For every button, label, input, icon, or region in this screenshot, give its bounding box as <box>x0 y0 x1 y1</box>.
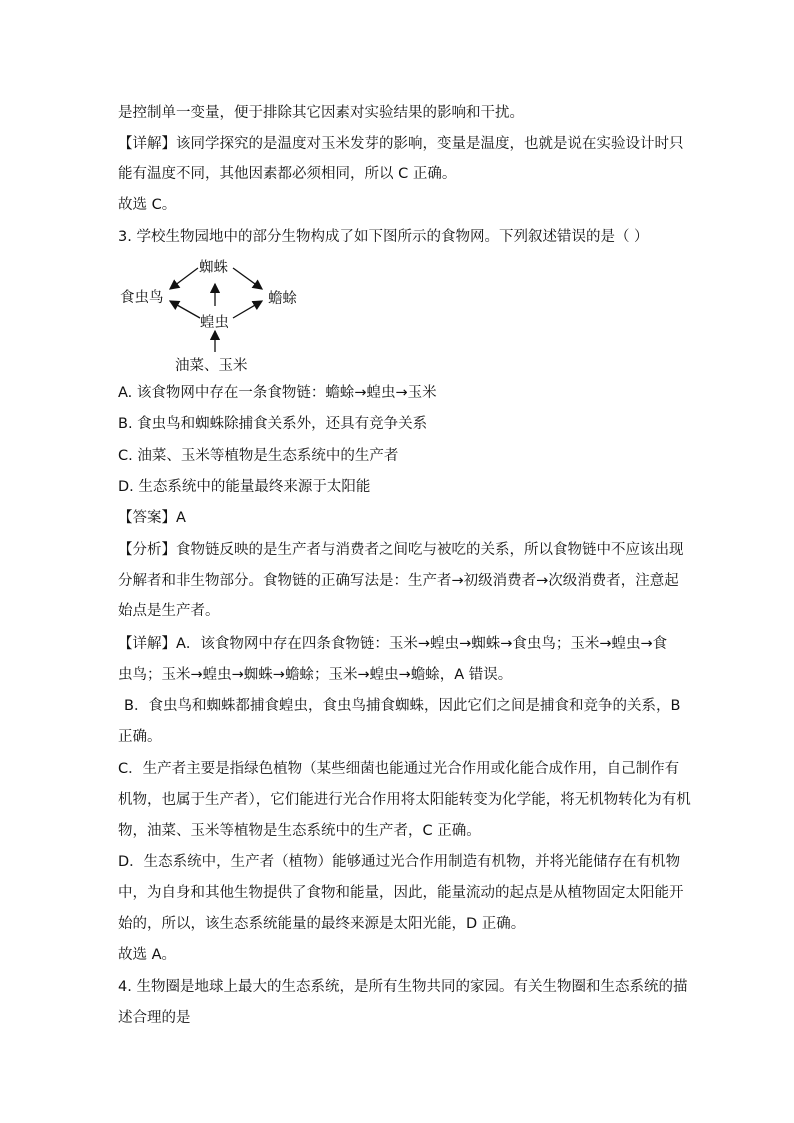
question-4-stem: 4. 生物圈是地球上最大的生态系统，是所有生物共同的家园。有关生物圈和生态系统的描 <box>118 979 688 995</box>
text-line: D．生态系统中，生产者（植物）能够通过光合作用制造有机物，并将光能储存在有机物 <box>118 854 681 870</box>
node-toad: 蟾蜍 <box>268 291 297 307</box>
question-3-stem: 3. 学校生物园地中的部分生物构成了如下图所示的食物网。下列叙述错误的是（ ） <box>118 229 649 245</box>
node-spider: 蜘蛛 <box>199 260 228 276</box>
option-b: B. 食虫鸟和蜘蛛除捕食关系外，还具有竞争关系 <box>118 416 428 432</box>
node-bird: 食虫鸟 <box>120 290 164 306</box>
text-line: 【详解】该同学探究的是温度对玉米发芽的影响，变量是温度，也就是说在实验设计时只 <box>118 136 684 152</box>
node-locust: 蝗虫 <box>200 315 229 331</box>
node-plants: 油菜、玉米 <box>175 358 248 374</box>
option-d: D. 生态系统中的能量最终来源于太阳能 <box>118 479 371 495</box>
arrow-locust-to-toad <box>233 301 262 318</box>
text-line: 分解者和非生物部分。食物链的正确写法是：生产者→初级消费者→次级消费者，注意起 <box>118 573 679 589</box>
option-c: C. 油菜、玉米等植物是生态系统中的生产者 <box>118 448 399 464</box>
text-line: 中，为自身和其他生物提供了食物和能量，因此，能量流动的起点是从植物固定太阳能开 <box>118 885 684 901</box>
arrow-spider-to-toad <box>233 268 262 289</box>
text-line: 【详解】A．该食物网中存在四条食物链：玉米→蝗虫→蜘蛛→食虫鸟；玉米→蝗虫→食 <box>118 636 668 652</box>
text-line: 机物，也属于生产者），它们能进行光合作用将太阳能转变为化学能，将无机物转化为有机 <box>118 792 691 808</box>
arrow-spider-to-bird <box>170 268 198 289</box>
text-line: C．生产者主要是指绿色植物（某些细菌也能通过光合作用或化能合成作用，自己制作有 <box>118 761 680 777</box>
text-line: 是控制单一变量，便于排除其它因素对实验结果的影响和干扰。 <box>118 105 524 121</box>
text-line: 【分析】食物链反映的是生产者与消费者之间吃与被吃的关系，所以食物链中不应该出现 <box>118 542 684 558</box>
text-line: 故选 C。 <box>118 197 177 213</box>
text-line: B．食虫鸟和蜘蛛都捕食蝗虫，食虫鸟捕食蜘蛛，因此它们之间是捕食和竞争的关系，B <box>124 698 681 714</box>
text-line: 虫鸟；玉米→蝗虫→蜘蛛→蟾蜍；玉米→蝗虫→蟾蜍，A 错误。 <box>118 667 513 683</box>
option-a: A. 该食物网中存在一条食物链：蟾蜍→蝗虫→玉米 <box>118 385 437 401</box>
text-line: 正确。 <box>118 729 162 745</box>
text-line: 述合理的是 <box>118 1010 191 1026</box>
text-line: 始点是生产者。 <box>118 603 220 619</box>
food-web-diagram <box>112 252 322 377</box>
text-line: 物，油菜、玉米等植物是生态系统中的生产者，C 正确。 <box>118 823 481 839</box>
text-line: 始的，所以，该生态系统能量的最终来源是太阳光能，D 正确。 <box>118 916 526 932</box>
text-line: 能有温度不同，其他因素都必须相同，所以 C 正确。 <box>118 166 457 182</box>
answer: 【答案】A <box>118 510 186 526</box>
arrow-locust-to-bird <box>170 301 200 318</box>
text-line: 故选 A。 <box>118 947 177 963</box>
